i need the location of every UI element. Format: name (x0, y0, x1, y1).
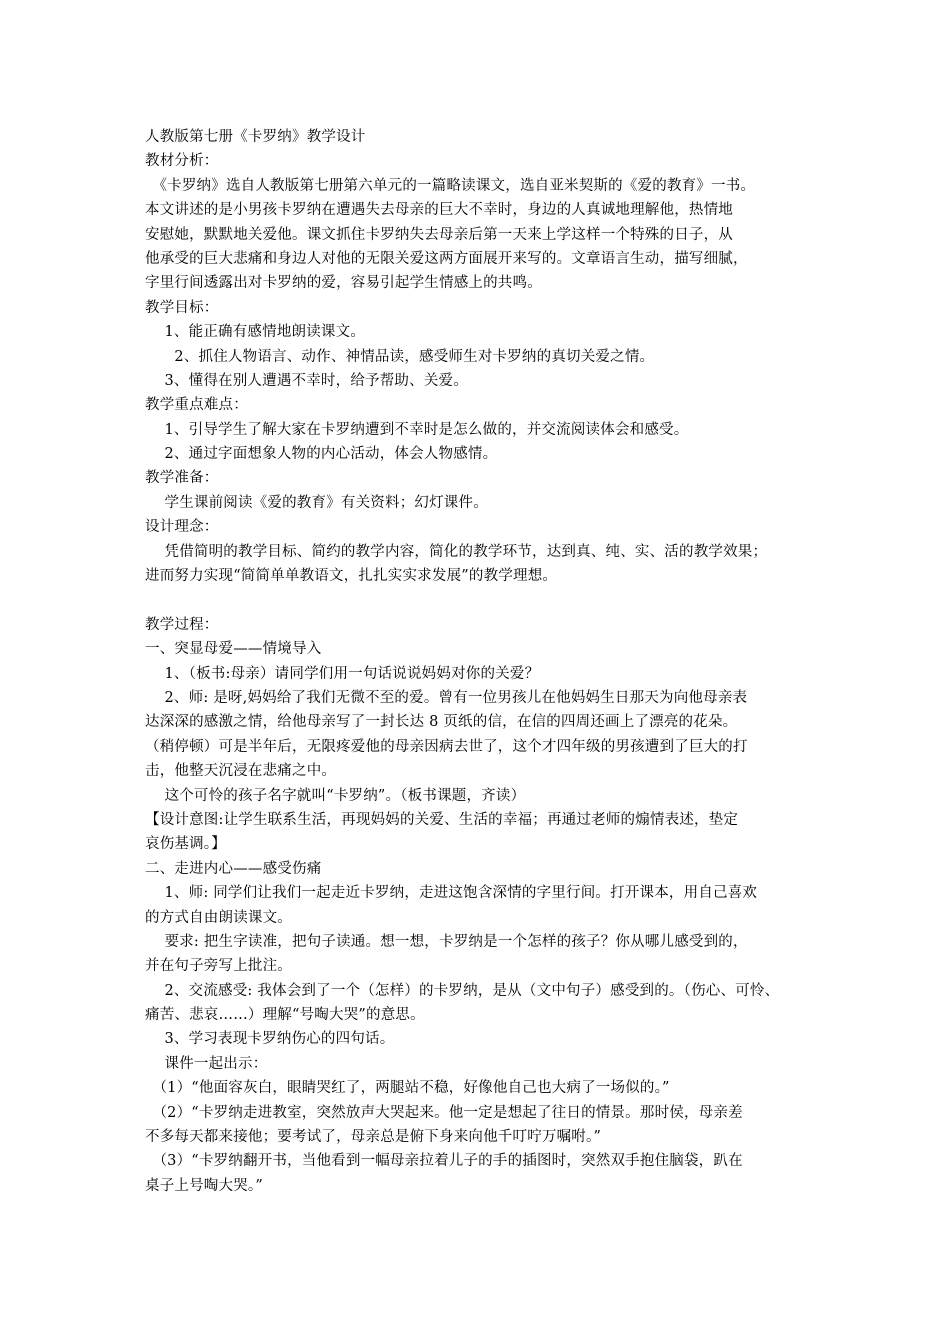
text-line: 痛苦、悲哀……）理解“号啕大哭”的意思。 (145, 1007, 425, 1024)
text-line: 二、走进内心——感受伤痛 (145, 860, 322, 877)
text-line: 教学重点难点： (145, 397, 248, 414)
text-line: 【设计意图:让学生联系生活，再现妈妈的关爱、生活的幸福；再通过老师的煽情表述，垫定 (145, 811, 739, 828)
text-line: 他承受的巨大悲痛和身边人对他的无限关爱这两方面展开来写的。文章语言生动，描写细腻， (145, 250, 748, 267)
text-line: 教学目标： (145, 299, 219, 316)
text-line: 1、能正确有感情地朗读课文。 (145, 324, 366, 341)
text-line: 凭借简明的教学目标、简约的教学内容，简化的教学环节，达到真、纯、实、活的教学效果； (145, 543, 768, 560)
text-line: 安慰她，默默地关爱他。课文抓住卡罗纳失去母亲后第一天来上学这样一个特殊的日子，从 (145, 226, 733, 243)
text-line: 1、师: 同学们让我们一起走近卡罗纳，走进这饱含深情的字里行间。打开课本，用自己喜欢 (145, 885, 758, 902)
text-line: 达深深的感激之情，给他母亲写了一封长达 8 页纸的信，在信的四周还画上了漂亮的花朵。 (145, 714, 738, 731)
document-body (145, 125, 815, 1198)
text-line: （2）“卡罗纳走进教室，突然放声大哭起来。他一定是想起了往日的情景。那时侯，母亲差 (145, 1104, 743, 1121)
text-line: 并在句子旁写上批注。 (145, 958, 292, 975)
text-line: 的方式自由朗读课文。 (145, 909, 292, 926)
text-line: 设计理念： (145, 519, 219, 536)
text-line: 3、学习表现卡罗纳伤心的四句话。 (145, 1031, 395, 1048)
text-line: （1）“他面容灰白，眼睛哭红了，两腿站不稳，好像他自己也大病了一场似的。” (145, 1080, 670, 1097)
text-line: 课件一起出示： (145, 1055, 268, 1072)
text-line: 2、交流感受: 我体会到了一个（怎样）的卡罗纳，是从（文中句子）感受到的。（伤心、可怜、 (145, 982, 780, 999)
text-line: 人教版第七册《卡罗纳》教学设计 (145, 129, 366, 145)
text-line: 击，他整天沉浸在悲痛之中。 (145, 763, 337, 780)
text-line: （3）“卡罗纳翻开书，当他看到一幅母亲拉着儿子的手的插图时，突然双手抱住脑袋，趴在 (145, 1153, 743, 1170)
text-line: 要求: 把生字读准，把句子读通。想一想，卡罗纳是一个怎样的孩子？你从哪儿感受到的， (145, 933, 748, 950)
text-line: 2、抓住人物语言、动作、神情品读，感受师生对卡罗纳的真切关爱之情。 (145, 348, 655, 365)
text-line: 字里行间透露出对卡罗纳的爱，容易引起学生情感上的共鸣。 (145, 275, 542, 292)
text-line: （稍停顿）可是半年后，无限疼爱他的母亲因病去世了，这个才四年级的男孩遭到了巨大的打 (145, 738, 748, 755)
blank-line (145, 588, 815, 612)
text-line: 桌子上号啕大哭。” (145, 1177, 263, 1194)
text-line: 3、懂得在别人遭遇不幸时，给予帮助、关爱。 (145, 372, 468, 389)
text-line: 这个可怜的孩子名字就叫“卡罗纳”。（板书课题，齐读） (145, 787, 526, 804)
text-line: 1、（板书:母亲）请同学们用一句话说说妈妈对你的关爱？ (145, 665, 540, 682)
text-line: 一、突显母爱——情境导入 (145, 641, 322, 658)
text-line: 不多每天都来接他；要考试了，母亲总是俯下身来向他千叮咛万嘱咐。” (145, 1129, 602, 1146)
text-line: 哀伤基调。】 (145, 836, 226, 853)
text-line: 教学准备： (145, 470, 219, 487)
text-line: 1、引导学生了解大家在卡罗纳遭到不幸时是怎么做的，并交流阅读体会和感受。 (145, 421, 689, 438)
text-line: 进而努力实现“简简单单教语文，扎扎实实求发展”的教学理想。 (145, 568, 558, 585)
text-line: 本文讲述的是小男孩卡罗纳在遭遇失去母亲的巨大不幸时，身边的人真诚地理解他，热情地 (145, 202, 733, 219)
text-line: 2、师: 是呀,妈妈给了我们无微不至的爱。曾有一位男孩儿在他妈妈生日那天为向他母亲表 (145, 689, 748, 706)
text-line: 教学过程： (145, 616, 219, 633)
text-line: 《卡罗纳》选自人教版第七册第六单元的一篇略读课文，选自亚米契斯的《爱的教育》一书。 (145, 177, 756, 194)
text-line: 教材分析： (145, 153, 219, 170)
text-line: 2、通过字面想象人物的内心活动，体会人物感情。 (145, 446, 498, 463)
text-line: 学生课前阅读《爱的教育》有关资料；幻灯课件。 (145, 494, 488, 511)
